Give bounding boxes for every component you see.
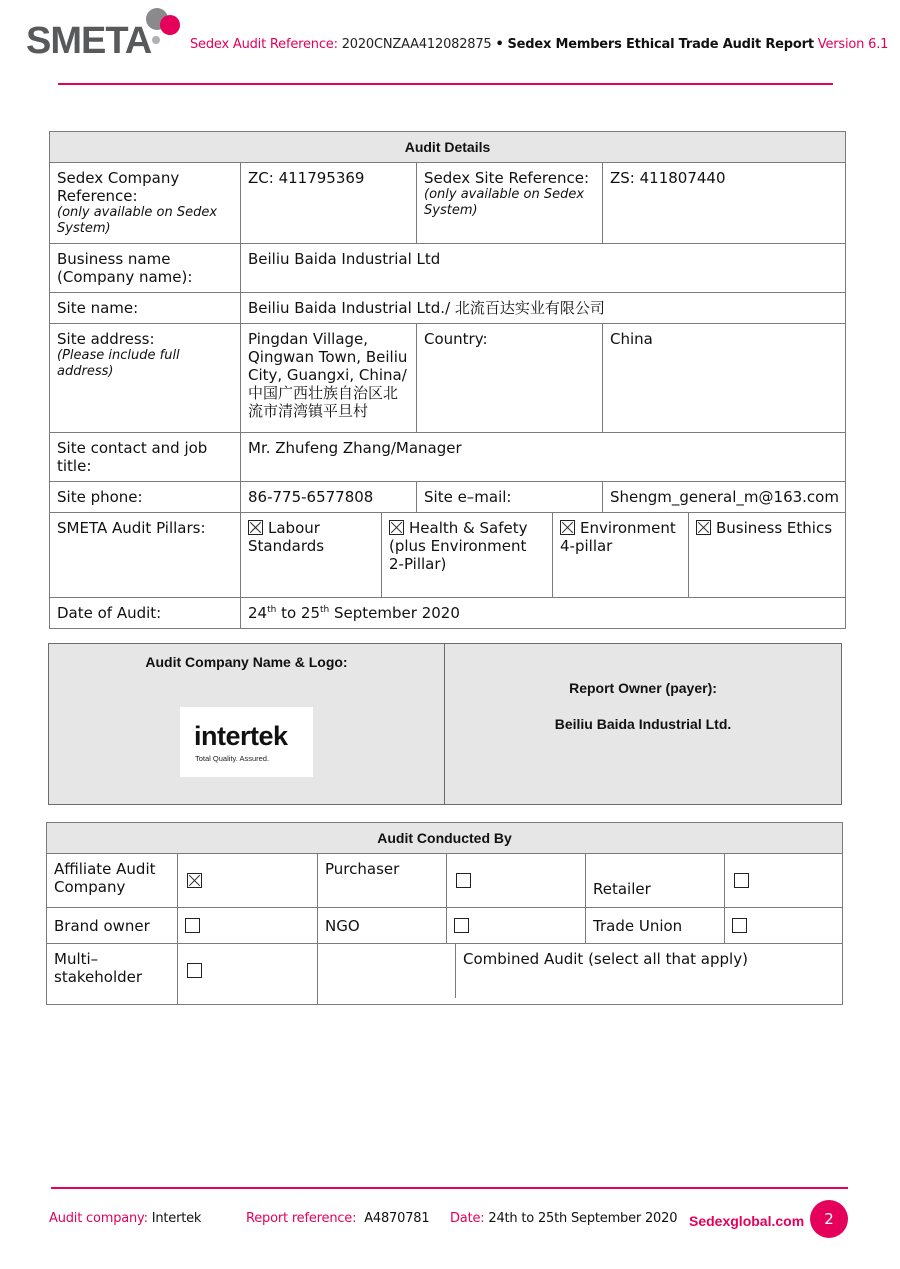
country-label: Country: bbox=[417, 324, 603, 433]
report-owner-value: Beiliu Baida Industrial Ltd. bbox=[554, 716, 732, 732]
footer-ref-value: A4870781 bbox=[364, 1211, 430, 1226]
company-ref-label: Sedex Company Reference: bbox=[57, 169, 180, 205]
site-ref-label-cell bbox=[417, 163, 603, 244]
footer-date-label: Date: bbox=[450, 1211, 485, 1226]
footer-report-ref bbox=[246, 1211, 429, 1226]
logo-dot-pink bbox=[160, 15, 180, 35]
header-line bbox=[190, 37, 888, 52]
footer-date bbox=[450, 1211, 677, 1226]
company-ref-value: ZC: 411795369 bbox=[241, 163, 417, 244]
pillar-labour-checkbox[interactable] bbox=[248, 520, 263, 535]
retailer-checkbox[interactable] bbox=[734, 873, 749, 888]
footer-website-link[interactable]: Sedexglobal.com bbox=[689, 1213, 805, 1229]
site-ref-label: Sedex Site Reference: bbox=[424, 169, 590, 187]
pillar-health-safety bbox=[382, 513, 553, 598]
pillar-business-ethics bbox=[689, 513, 846, 598]
trade-union-check-cell bbox=[725, 908, 843, 944]
pillar-health-safety-checkbox[interactable] bbox=[389, 520, 404, 535]
footer-company-label: Audit company: bbox=[49, 1211, 148, 1226]
audit-conducted-table bbox=[46, 822, 843, 1005]
site-address-value: Pingdan Village, Qingwan Town, Beiliu City, Guangxi, China/ 中国广西壮族自治区北流市清湾镇平旦村 bbox=[241, 324, 417, 433]
audit-ref-value: 2020CNZAA412082875 bbox=[341, 37, 492, 52]
company-ref-label-cell bbox=[50, 163, 241, 244]
pillar-health-safety-label: Health & Safety (plus Environment 2-Pillar) bbox=[389, 519, 528, 573]
site-ref-value: ZS: 411807440 bbox=[603, 163, 846, 244]
site-email-label: Site e–mail: bbox=[417, 482, 603, 513]
site-address-note: (Please include full address) bbox=[57, 348, 180, 379]
ngo-checkbox[interactable] bbox=[454, 918, 469, 933]
site-phone-value: 86-775-6577808 bbox=[241, 482, 417, 513]
audit-company-name-label: Audit Company Name & Logo: bbox=[145, 654, 348, 670]
intertek-logo bbox=[180, 707, 313, 777]
pillar-labour-label: Labour Standards bbox=[248, 519, 325, 555]
audit-details-table bbox=[49, 131, 846, 629]
site-phone-label: Site phone: bbox=[50, 482, 241, 513]
pillar-labour bbox=[241, 513, 382, 598]
site-name-value: Beiliu Baida Industrial Ltd./ 北流百达实业有限公司 bbox=[241, 293, 846, 324]
purchaser-checkbox[interactable] bbox=[456, 873, 471, 888]
audit-details-title: Audit Details bbox=[50, 132, 846, 163]
pillar-business-ethics-label: Business Ethics bbox=[716, 519, 833, 537]
footer-company-value: Intertek bbox=[151, 1211, 202, 1226]
footer-date-value: 24th to 25th September 2020 bbox=[488, 1211, 678, 1226]
site-contact-value: Mr. Zhufeng Zhang/Manager bbox=[241, 433, 846, 482]
audit-company-box bbox=[48, 643, 842, 805]
brand-owner-check-cell bbox=[178, 908, 318, 944]
affiliate-label: Affiliate Audit Company bbox=[47, 854, 178, 908]
business-name-label: Business name (Company name): bbox=[50, 244, 241, 293]
pillar-environment-label: Environment 4-pillar bbox=[560, 519, 676, 555]
multi-stakeholder-label: Multi– stakeholder bbox=[47, 944, 178, 1005]
purchaser-check-cell bbox=[447, 854, 586, 908]
multi-stakeholder-checkbox[interactable] bbox=[187, 963, 202, 978]
audit-pillars-label: SMETA Audit Pillars: bbox=[50, 513, 241, 598]
report-title: Sedex Members Ethical Trade Audit Report bbox=[507, 37, 814, 52]
retailer-check-cell bbox=[725, 854, 843, 908]
date-of-audit-label: Date of Audit: bbox=[50, 598, 241, 629]
audit-ref-label: Sedex Audit Reference: bbox=[190, 37, 338, 52]
retailer-label: Retailer bbox=[586, 854, 725, 908]
affiliate-check-cell bbox=[178, 854, 318, 908]
footer-audit-company bbox=[49, 1211, 201, 1226]
header-rule bbox=[58, 83, 833, 85]
combined-audit-cell bbox=[318, 944, 843, 1005]
intertek-logo-tagline: Total Quality. Assured. bbox=[195, 754, 270, 763]
multi-stakeholder-check-cell bbox=[178, 944, 318, 1005]
company-ref-note: (only available on Sedex System) bbox=[57, 205, 218, 236]
combined-audit-label: Combined Audit (select all that apply) bbox=[455, 944, 835, 998]
report-owner-label: Report Owner (payer): bbox=[569, 680, 717, 696]
trade-union-checkbox[interactable] bbox=[732, 918, 747, 933]
country-value: China bbox=[603, 324, 846, 433]
ngo-label: NGO bbox=[318, 908, 447, 944]
trade-union-label: Trade Union bbox=[586, 908, 725, 944]
brand-owner-label: Brand owner bbox=[47, 908, 178, 944]
smeta-logo: SMETA bbox=[26, 20, 152, 62]
footer-rule bbox=[51, 1187, 848, 1189]
pillar-business-ethics-checkbox[interactable] bbox=[696, 520, 711, 535]
business-name-value: Beiliu Baida Industrial Ltd bbox=[241, 244, 846, 293]
site-ref-note: (only available on Sedex System) bbox=[424, 187, 585, 218]
footer-ref-label: Report reference: bbox=[246, 1211, 357, 1226]
site-name-label: Site name: bbox=[50, 293, 241, 324]
brand-owner-checkbox[interactable] bbox=[185, 918, 200, 933]
pillar-environment bbox=[553, 513, 689, 598]
report-version: Version 6.1 bbox=[817, 37, 889, 52]
site-address-label-cell bbox=[50, 324, 241, 433]
ngo-check-cell bbox=[447, 908, 586, 944]
intertek-logo-word: intertek bbox=[194, 721, 288, 751]
audit-conducted-title: Audit Conducted By bbox=[47, 823, 843, 854]
header-bullet: • bbox=[495, 37, 504, 52]
page-number: 2 bbox=[810, 1200, 848, 1238]
site-contact-label: Site contact and job title: bbox=[50, 433, 241, 482]
purchaser-label: Purchaser bbox=[318, 854, 447, 908]
pillar-environment-checkbox[interactable] bbox=[560, 520, 575, 535]
affiliate-checkbox[interactable] bbox=[187, 873, 202, 888]
logo-dot-light bbox=[152, 36, 160, 44]
site-address-label: Site address: bbox=[57, 330, 155, 348]
site-email-value: Shengm_general_m@163.com bbox=[603, 482, 846, 513]
date-of-audit-value: 24th to 25th September 2020 bbox=[241, 598, 846, 629]
